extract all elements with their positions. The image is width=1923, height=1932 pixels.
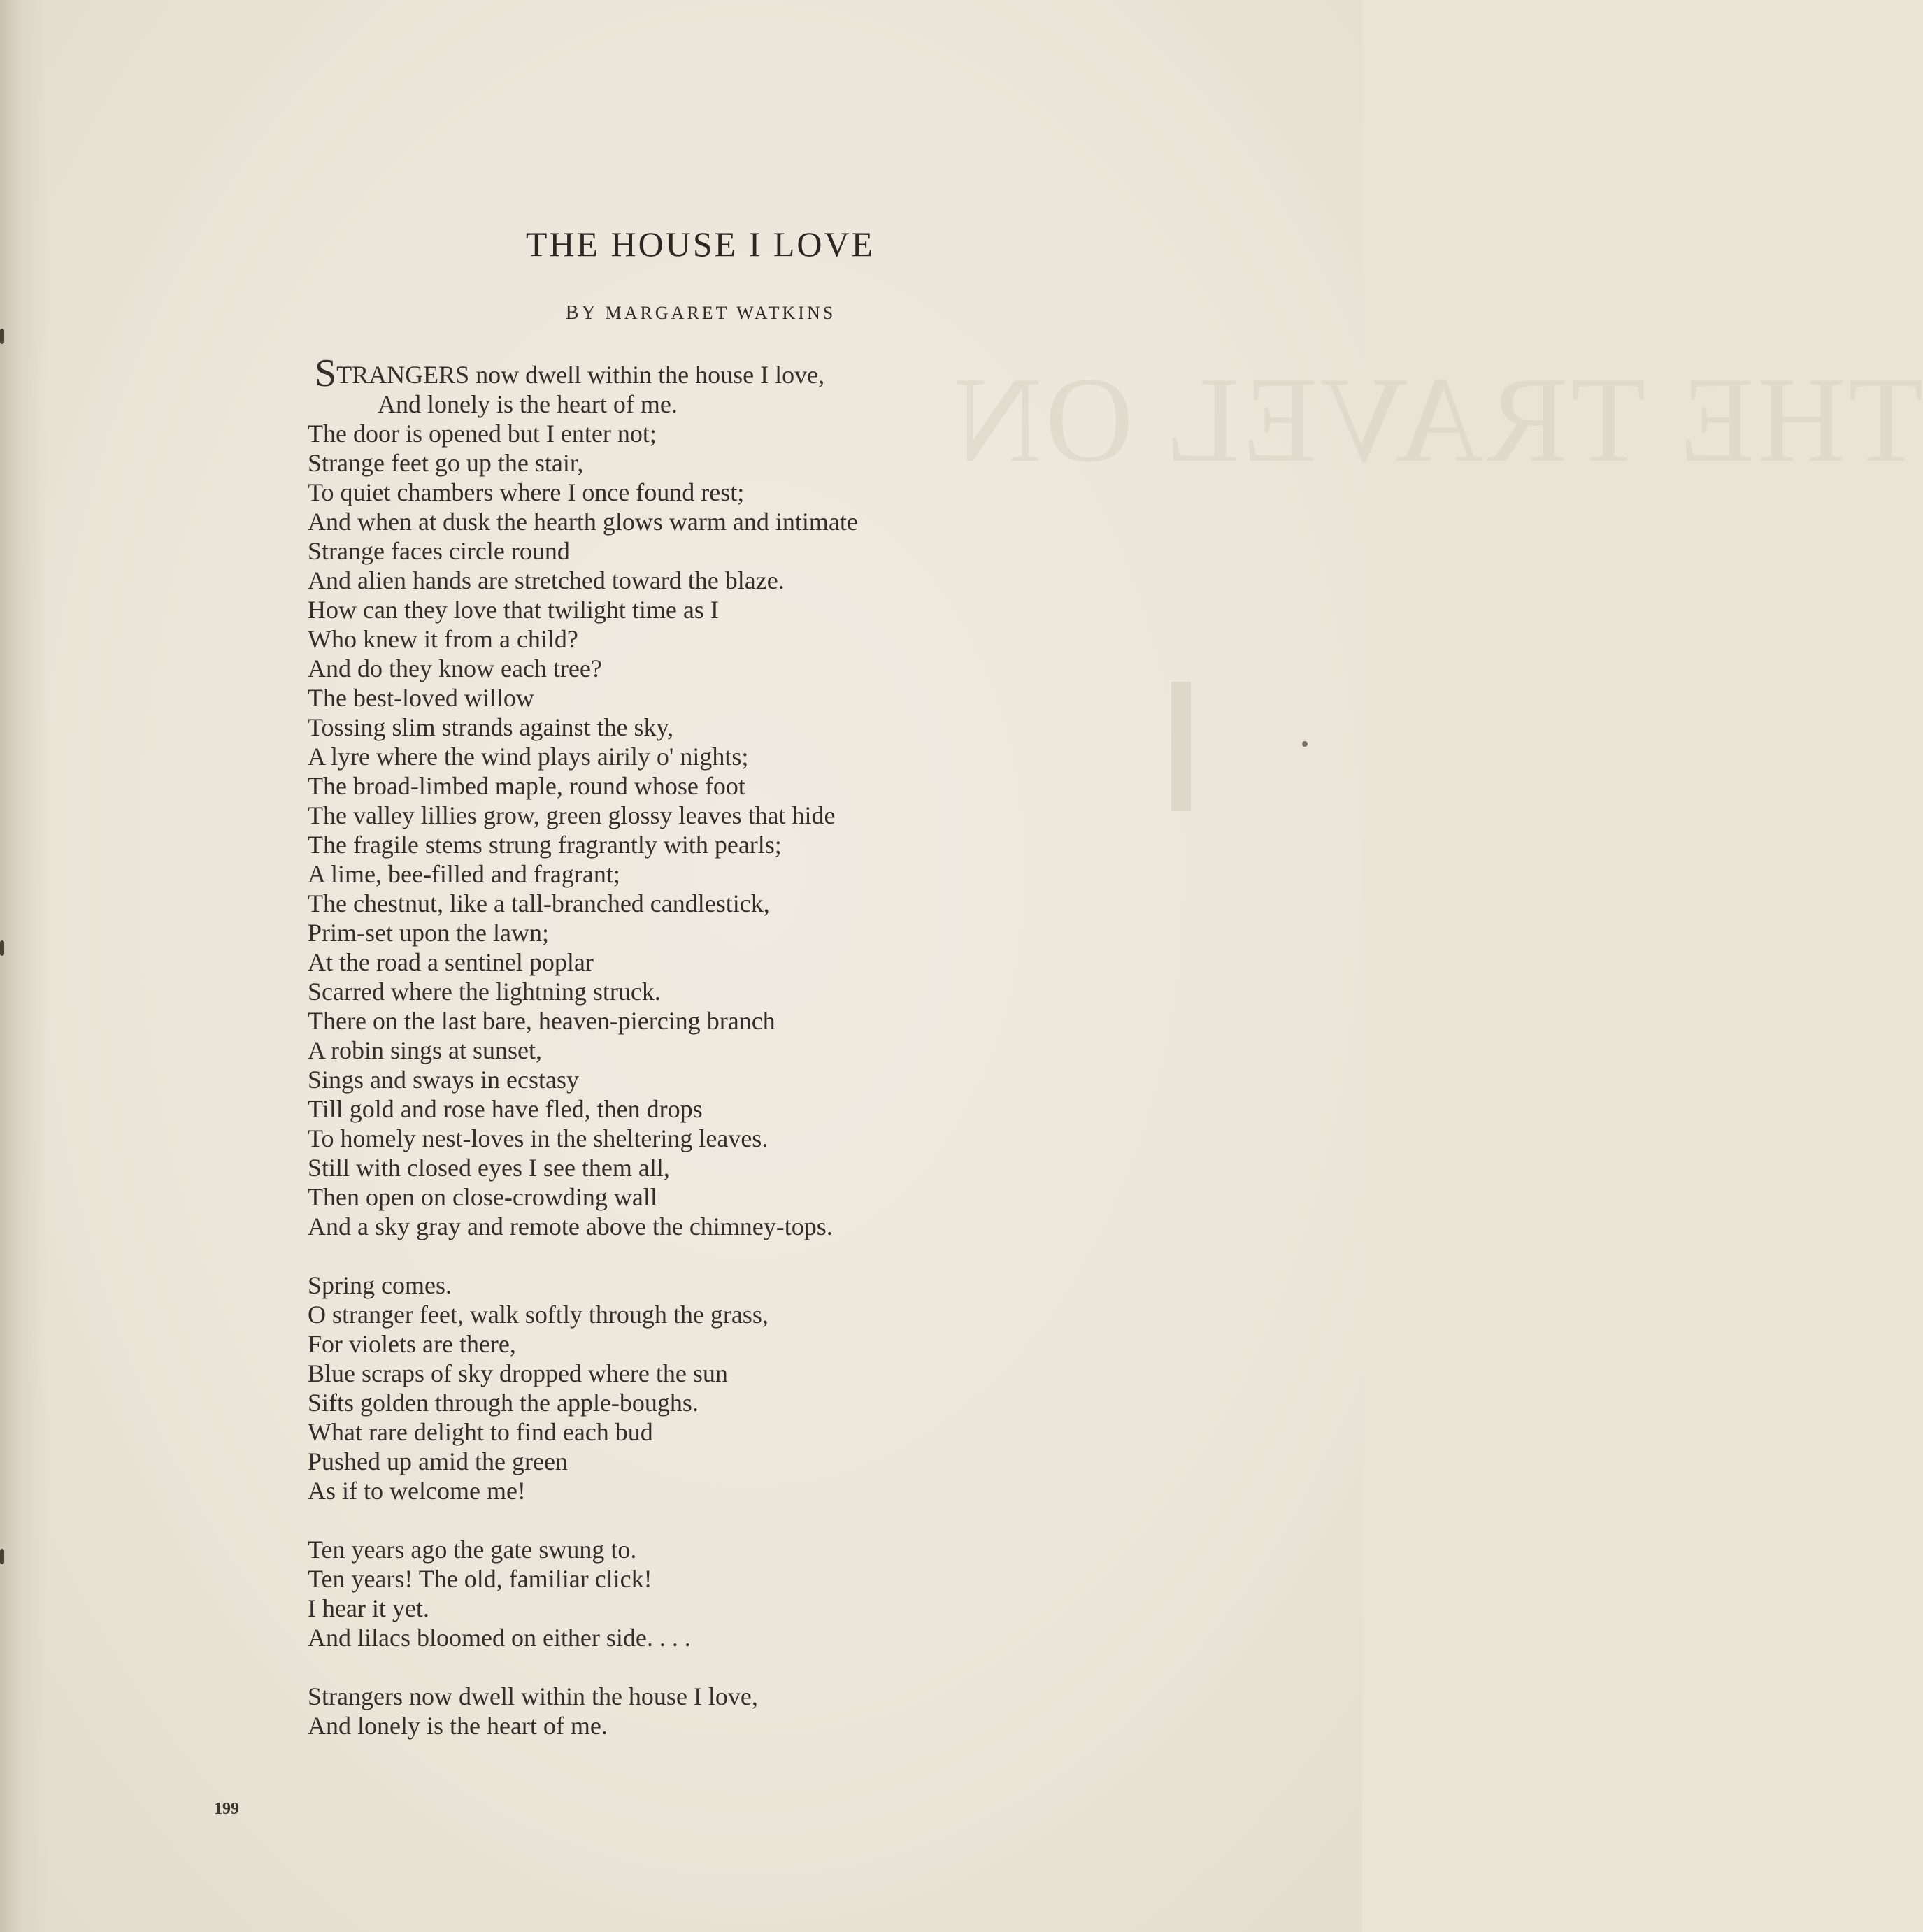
poem-line — [308, 1182, 1147, 1212]
poem-line — [308, 1564, 1147, 1594]
poem-line-text: As if to welcome me! — [308, 1477, 526, 1505]
poem-line-text: A lyre where the wind plays airily o' nights; — [308, 743, 749, 771]
edge-mark-3 — [0, 1549, 4, 1564]
poem-line — [308, 1623, 1147, 1652]
poem-line — [308, 1300, 1147, 1329]
author-name: MARGARET WATKINS — [605, 303, 836, 323]
poem-line — [308, 1271, 1147, 1300]
poem-line-text: TRANGERS now dwell within the house I love, — [336, 361, 825, 389]
poem-line — [308, 1153, 1147, 1182]
poem-line-text: Till gold and rose have fled, then drops — [308, 1095, 703, 1123]
poem-line — [308, 566, 1147, 595]
poem-line — [308, 801, 1147, 830]
poem-line-text: A robin sings at sunset, — [308, 1036, 543, 1064]
poem-line — [308, 478, 1147, 507]
poem-stanza — [308, 1535, 1147, 1652]
poem-line — [308, 1535, 1147, 1564]
poem-line — [308, 771, 1147, 801]
poem-title: THE HOUSE I LOVE — [525, 224, 875, 264]
poem-line-text: There on the last bare, heaven-piercing branch — [308, 1007, 775, 1035]
poem-line — [308, 419, 1147, 448]
poem-line-text: Scarred where the lightning struck. — [308, 978, 661, 1006]
poem-stanza — [308, 1682, 1147, 1740]
poem-line-text: And do they know each tree? — [308, 654, 602, 682]
poem-line — [308, 1359, 1147, 1388]
poem-line — [308, 1476, 1147, 1505]
poem-line — [308, 507, 1147, 536]
poem-line — [308, 1594, 1147, 1623]
edge-mark-1 — [0, 329, 4, 344]
poem-line — [308, 595, 1147, 624]
poem-line — [308, 918, 1147, 947]
poem-line — [308, 536, 1147, 566]
poem-stanza — [308, 1271, 1147, 1505]
poem-line-text: The broad-limbed maple, round whose foot — [308, 772, 745, 800]
poem-line — [308, 1094, 1147, 1124]
poem-line-text: Ten years! The old, familiar click! — [308, 1565, 652, 1593]
poem-line — [308, 1711, 1147, 1740]
poem-line-text: And a sky gray and remote above the chimney-tops. — [308, 1212, 833, 1240]
poem-line-text: A lime, bee-filled and fragrant; — [308, 860, 620, 888]
poem-stanza — [308, 352, 1147, 1241]
poem-line-text: The door is opened but I enter not; — [308, 420, 657, 448]
poem-line-text: Strange feet go up the stair, — [308, 449, 584, 477]
poem-line-text: For violets are there, — [308, 1330, 516, 1358]
poem-line-text: The fragile stems strung fragrantly with pearls; — [308, 831, 782, 859]
poem-line — [308, 889, 1147, 918]
poem-line — [308, 1065, 1147, 1094]
poem-line-text: To quiet chambers where I once found rest; — [308, 478, 745, 506]
poem-line-text: Still with closed eyes I see them all, — [308, 1154, 670, 1182]
poem-body — [308, 352, 1147, 1770]
poem-line — [308, 1212, 1147, 1241]
poem-line — [308, 830, 1147, 859]
poem-byline — [0, 302, 1362, 324]
poem-line — [308, 683, 1147, 713]
poem-line-text: Ten years ago the gate swung to. — [308, 1536, 637, 1564]
poem-line-text: O stranger feet, walk softly through the grass, — [308, 1301, 769, 1329]
poem-line-text: And lonely is the heart of me. — [308, 1712, 608, 1740]
poem-line-text: Blue scraps of sky dropped where the sun — [308, 1359, 728, 1387]
poem-line — [308, 624, 1147, 654]
poem-line-text: How can they love that twilight time as I — [308, 596, 719, 624]
poem-line-text: What rare delight to find each bud — [308, 1418, 653, 1446]
reverse-side-initial-bleed — [1171, 682, 1191, 811]
poem-line — [308, 654, 1147, 683]
drop-cap: S — [315, 352, 337, 395]
poem-line-text: The valley lillies grow, green glossy leaves that hide — [308, 801, 836, 829]
poem-line — [308, 1447, 1147, 1476]
poem-line — [308, 1388, 1147, 1417]
poem-line — [308, 1036, 1147, 1065]
poem-line — [308, 1417, 1147, 1447]
poem-line-text: Pushed up amid the green — [308, 1447, 568, 1475]
poem-line — [308, 1006, 1147, 1036]
poem-line-text: The chestnut, like a tall-branched candlestick, — [308, 889, 770, 917]
paper-speck — [1302, 741, 1308, 747]
poem-line — [308, 713, 1147, 742]
poem-line-text: Strange faces circle round — [308, 537, 570, 565]
poem-line-text: And lonely is the heart of me. — [378, 390, 678, 418]
poem-line-text: And alien hands are stretched toward the blaze. — [308, 566, 785, 594]
poem-line — [308, 859, 1147, 889]
poem-line-text: To homely nest-loves in the sheltering leaves. — [308, 1124, 769, 1152]
poem-line-text: And when at dusk the hearth glows warm and intimate — [308, 508, 858, 536]
binding-gutter-shadow — [0, 0, 49, 1932]
edge-mark-2 — [0, 940, 4, 956]
poem-line — [308, 352, 1147, 395]
poem-line-text: Who knew it from a child? — [308, 625, 578, 653]
page-number: 199 — [214, 1800, 239, 1818]
reverse-side-bleed-through: THE TRAVEL ON — [951, 352, 1923, 487]
poem-line-text: Spring comes. — [308, 1271, 452, 1299]
poem-line-text: Tossing slim strands against the sky, — [308, 713, 674, 741]
poem-line — [308, 1124, 1147, 1153]
poem-line — [308, 742, 1147, 771]
poem-line-text: I hear it yet. — [308, 1594, 429, 1622]
poem-line — [308, 947, 1147, 977]
poem-line — [308, 977, 1147, 1006]
poem-line — [308, 1682, 1147, 1711]
byline-prefix: BY — [565, 302, 598, 324]
poem-line-text: Prim-set upon the lawn; — [308, 919, 549, 947]
poem-line-text: Sings and sways in ecstasy — [308, 1066, 579, 1094]
poem-line-text: Sifts golden through the apple-boughs. — [308, 1389, 699, 1417]
poem-line — [308, 389, 1147, 419]
poem-line-text: The best-loved willow — [308, 684, 534, 712]
poem-line — [308, 448, 1147, 478]
poem-line-text: Then open on close-crowding wall — [308, 1183, 657, 1211]
poem-line-text: Strangers now dwell within the house I love, — [308, 1682, 758, 1710]
poem-line — [308, 1329, 1147, 1359]
poem-line-text: And lilacs bloomed on either side. . . . — [308, 1624, 691, 1652]
poem-line-text: At the road a sentinel poplar — [308, 948, 594, 976]
